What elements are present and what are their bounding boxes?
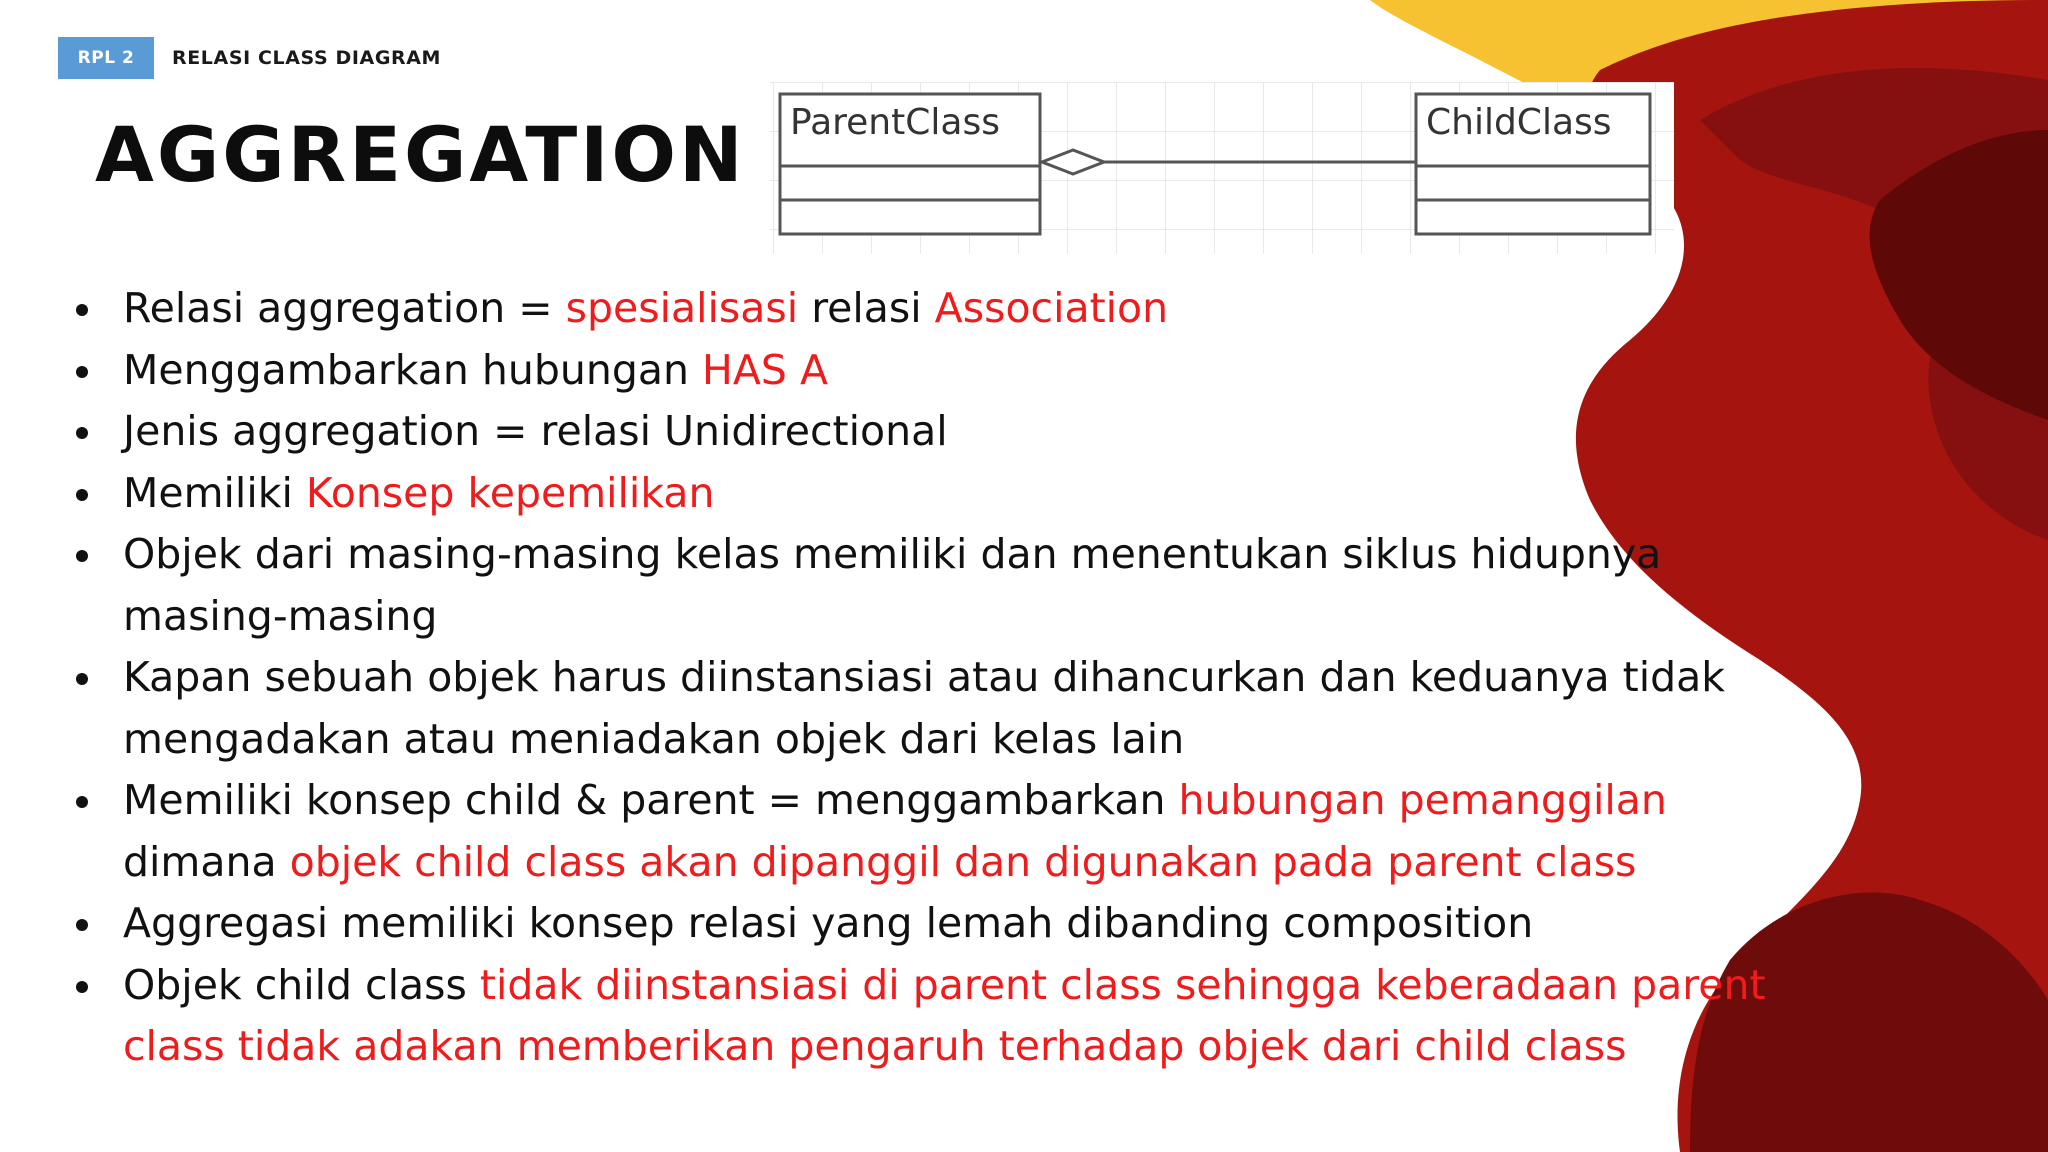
bullet-item [70, 955, 1790, 1078]
bullet-text: Memiliki konsep child & parent = menggambarkan [123, 776, 1179, 824]
bullet-item [70, 278, 1790, 340]
highlighted-text: objek child class akan dipanggil dan digunakan pada parent class [289, 837, 1637, 886]
bullet-item [70, 463, 1790, 525]
highlighted-text: HAS A [702, 345, 828, 394]
bullet-text: Relasi aggregation = [123, 284, 566, 332]
bullet-text: Objek child class [123, 960, 480, 1009]
bullet-item [70, 340, 1790, 402]
child-class-name: ChildClass [1426, 102, 1612, 143]
bullet-item [70, 893, 1790, 955]
parent-class-box [780, 94, 1040, 234]
bullet-list [70, 278, 1790, 1078]
bullet-text: Aggregasi memiliki konsep relasi yang lemah dibanding composition [123, 899, 1534, 947]
page-title: AGGREGATION [95, 110, 746, 199]
parent-class-name: ParentClass [790, 102, 1000, 143]
bullet-text: Jenis aggregation = relasi Unidirectional [123, 407, 948, 455]
bullet-text: Memiliki [123, 468, 306, 517]
highlighted-text: Association [934, 284, 1169, 332]
bullet-item [70, 401, 1790, 463]
bullet-text: Menggambarkan hubungan [123, 345, 703, 394]
highlighted-text: spesialisasi [565, 284, 799, 332]
section-title: RELASI CLASS DIAGRAM [172, 47, 442, 69]
bullet-item [70, 770, 1790, 893]
course-badge: RPL 2 [58, 37, 154, 79]
child-class-box [1416, 94, 1650, 234]
highlighted-text: tidak diinstansiasi di parent class sehingga keberadaan parent class tidak adakan memberikan pengaruh terhadap objek dari child class [123, 960, 1766, 1070]
bullet-item [70, 524, 1790, 647]
bullet-text: relasi [798, 284, 935, 332]
highlighted-text: hubungan pemanggilan [1178, 776, 1667, 824]
bullet-text: Kapan sebuah objek harus diinstansiasi atau dihancurkan dan keduanya tidak mengadakan atau meniadakan objek dari kelas lain [123, 653, 1726, 763]
bullet-text: Objek dari masing-masing kelas memiliki dan menentukan siklus hidupnya masing-masing [123, 530, 1662, 640]
highlighted-text: Konsep kepemilikan [305, 468, 715, 517]
bullet-item [70, 647, 1790, 770]
bullet-text: dimana [123, 837, 290, 886]
uml-aggregation-diagram [770, 82, 1674, 254]
